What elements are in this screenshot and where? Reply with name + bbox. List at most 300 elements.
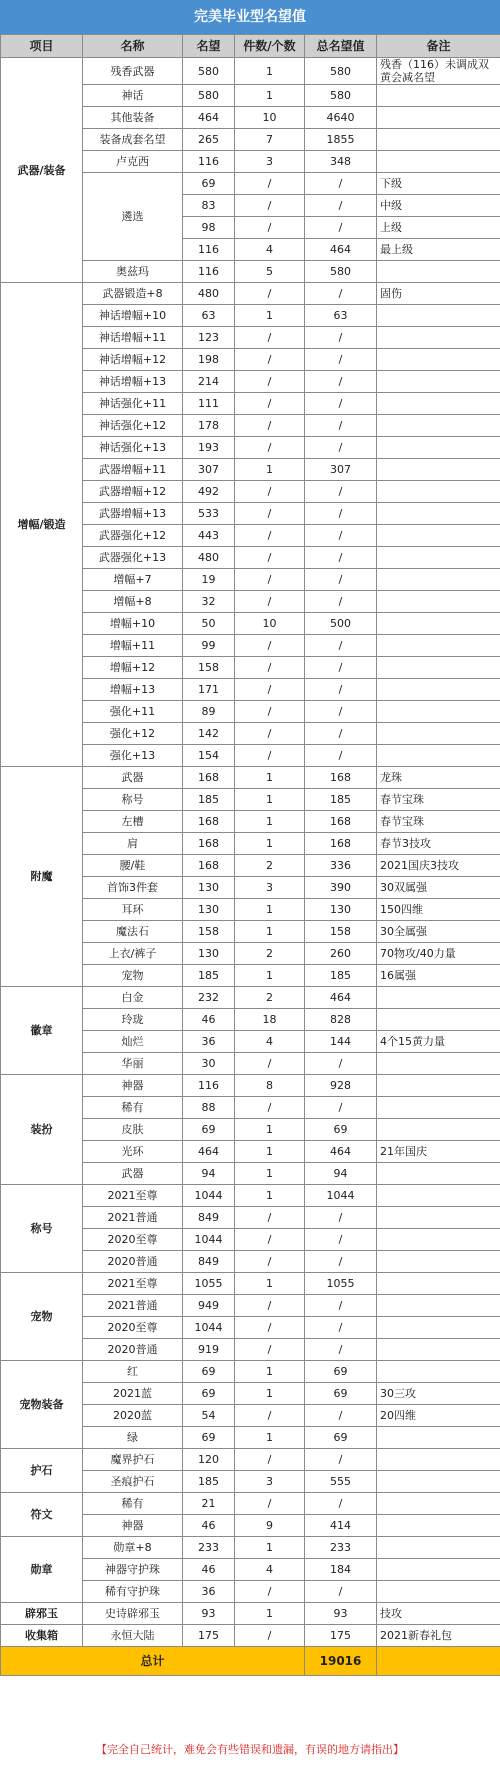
note-cell (377, 129, 500, 151)
total-cell: 184 (305, 1559, 377, 1581)
reputation-cell: 88 (183, 1097, 235, 1119)
note-cell: 最上级 (377, 239, 500, 261)
count-cell: / (235, 1053, 305, 1075)
total-cell: 69 (305, 1383, 377, 1405)
item-name-cell: 称号 (83, 789, 183, 811)
total-cell: / (305, 1493, 377, 1515)
note-cell (377, 327, 500, 349)
note-cell (377, 1537, 500, 1559)
reputation-cell: 198 (183, 349, 235, 371)
item-name-cell: 红 (83, 1361, 183, 1383)
total-cell: / (305, 701, 377, 723)
table-row (1, 1185, 500, 1207)
count-cell: 1 (235, 1163, 305, 1185)
total-cell: / (305, 1229, 377, 1251)
note-cell: 2021新春礼包 (377, 1625, 500, 1647)
reputation-cell: 168 (183, 767, 235, 789)
total-cell: 4640 (305, 107, 377, 129)
item-name-cell: 2020普通 (83, 1339, 183, 1361)
item-name-cell: 武器 (83, 1163, 183, 1185)
count-cell: 1 (235, 1537, 305, 1559)
count-cell: / (235, 635, 305, 657)
table-row (1, 767, 500, 789)
count-cell: 1 (235, 85, 305, 107)
note-cell (377, 591, 500, 613)
item-name-cell: 稀有守护珠 (83, 1581, 183, 1603)
reputation-cell: 130 (183, 943, 235, 965)
category-cell: 宠物装备 (1, 1361, 83, 1449)
count-cell: 9 (235, 1515, 305, 1537)
count-cell: / (235, 525, 305, 547)
total-cell: / (305, 1251, 377, 1273)
note-cell (377, 151, 500, 173)
count-cell: 3 (235, 1471, 305, 1493)
item-name-cell: 稀有 (83, 1097, 183, 1119)
total-cell: / (305, 437, 377, 459)
reputation-cell: 120 (183, 1449, 235, 1471)
table-row (1, 1273, 500, 1295)
note-cell (377, 1361, 500, 1383)
reputation-cell: 130 (183, 877, 235, 899)
count-cell: 10 (235, 613, 305, 635)
item-name-cell: 神器守护珠 (83, 1559, 183, 1581)
note-cell (377, 1119, 500, 1141)
reputation-cell: 849 (183, 1207, 235, 1229)
reputation-cell: 36 (183, 1581, 235, 1603)
reputation-cell: 949 (183, 1295, 235, 1317)
total-cell: / (305, 591, 377, 613)
total-cell: 464 (305, 987, 377, 1009)
reputation-cell: 69 (183, 1383, 235, 1405)
count-cell: 1 (235, 1361, 305, 1383)
item-name-cell: 残香武器 (83, 58, 183, 85)
note-cell (377, 371, 500, 393)
count-cell: 1 (235, 767, 305, 789)
note-cell: 21年国庆 (377, 1141, 500, 1163)
note-cell (377, 547, 500, 569)
item-name-cell: 左槽 (83, 811, 183, 833)
item-name-cell: 2020至尊 (83, 1229, 183, 1251)
note-cell: 中级 (377, 195, 500, 217)
note-cell: 下级 (377, 173, 500, 195)
total-cell: / (305, 217, 377, 239)
total-cell: 185 (305, 965, 377, 987)
total-cell: 464 (305, 239, 377, 261)
note-cell: 春节宝珠 (377, 811, 500, 833)
item-name-cell: 神话强化+12 (83, 415, 183, 437)
total-cell: 307 (305, 459, 377, 481)
total-cell: 414 (305, 1515, 377, 1537)
note-cell (377, 613, 500, 635)
note-cell (377, 1273, 500, 1295)
total-label: 总计 (1, 1647, 305, 1676)
reputation-cell: 54 (183, 1405, 235, 1427)
item-name-cell: 武器 (83, 767, 183, 789)
reputation-cell: 533 (183, 503, 235, 525)
note-cell (377, 1185, 500, 1207)
note-cell: 20四维 (377, 1405, 500, 1427)
note-cell (377, 1229, 500, 1251)
total-cell: / (305, 1207, 377, 1229)
count-cell: / (235, 745, 305, 767)
count-cell: / (235, 1581, 305, 1603)
reputation-cell: 919 (183, 1339, 235, 1361)
note-cell (377, 1449, 500, 1471)
header-name: 名称 (83, 35, 183, 58)
item-name-cell: 武器强化+12 (83, 525, 183, 547)
table-body (1, 58, 500, 1647)
total-cell: / (305, 481, 377, 503)
category-cell: 护石 (1, 1449, 83, 1493)
note-cell (377, 635, 500, 657)
item-name-cell: 华丽 (83, 1053, 183, 1075)
note-cell (377, 1493, 500, 1515)
total-cell: / (305, 195, 377, 217)
reputation-cell: 83 (183, 195, 235, 217)
item-name-cell: 遴选 (83, 173, 183, 261)
count-cell: / (235, 657, 305, 679)
note-cell (377, 349, 500, 371)
reputation-cell: 185 (183, 965, 235, 987)
note-cell (377, 261, 500, 283)
category-cell: 附魔 (1, 767, 83, 987)
item-name-cell: 神器 (83, 1515, 183, 1537)
item-name-cell: 强化+11 (83, 701, 183, 723)
count-cell: 2 (235, 943, 305, 965)
total-cell: 1055 (305, 1273, 377, 1295)
total-cell: 464 (305, 1141, 377, 1163)
table-row (1, 1361, 500, 1383)
count-cell: / (235, 1251, 305, 1273)
count-cell: 1 (235, 305, 305, 327)
category-cell: 宠物 (1, 1273, 83, 1361)
total-cell: / (305, 415, 377, 437)
note-cell (377, 525, 500, 547)
reputation-cell: 30 (183, 1053, 235, 1075)
total-cell: / (305, 1097, 377, 1119)
reputation-cell: 158 (183, 657, 235, 679)
total-cell: 1044 (305, 1185, 377, 1207)
note-cell (377, 745, 500, 767)
total-cell: 144 (305, 1031, 377, 1053)
note-cell (377, 1427, 500, 1449)
total-cell: / (305, 547, 377, 569)
item-name-cell: 2020普通 (83, 1251, 183, 1273)
note-cell (377, 503, 500, 525)
note-cell (377, 1207, 500, 1229)
reputation-cell: 265 (183, 129, 235, 151)
category-cell: 装扮 (1, 1075, 83, 1185)
reputation-cell: 492 (183, 481, 235, 503)
reputation-cell: 142 (183, 723, 235, 745)
count-cell: / (235, 1405, 305, 1427)
reputation-cell: 116 (183, 261, 235, 283)
reputation-cell: 32 (183, 591, 235, 613)
count-cell: 4 (235, 239, 305, 261)
count-cell: / (235, 569, 305, 591)
reputation-cell: 46 (183, 1009, 235, 1031)
item-name-cell: 肩 (83, 833, 183, 855)
reputation-cell: 154 (183, 745, 235, 767)
note-cell (377, 1163, 500, 1185)
note-cell (377, 393, 500, 415)
note-cell: 固伤 (377, 283, 500, 305)
reputation-cell: 1044 (183, 1185, 235, 1207)
total-cell: 63 (305, 305, 377, 327)
note-cell (377, 679, 500, 701)
header-category: 项目 (1, 35, 83, 58)
count-cell: 2 (235, 987, 305, 1009)
total-cell: / (305, 283, 377, 305)
item-name-cell: 增幅+11 (83, 635, 183, 657)
reputation-cell: 307 (183, 459, 235, 481)
count-cell: / (235, 503, 305, 525)
reputation-cell: 480 (183, 547, 235, 569)
item-name-cell: 圣痕护石 (83, 1471, 183, 1493)
total-cell: / (305, 569, 377, 591)
note-cell: 龙珠 (377, 767, 500, 789)
count-cell: / (235, 371, 305, 393)
item-name-cell: 2020蓝 (83, 1405, 183, 1427)
reputation-cell: 111 (183, 393, 235, 415)
item-name-cell: 玲珑 (83, 1009, 183, 1031)
note-cell: 70物攻/40力量 (377, 943, 500, 965)
item-name-cell: 武器增幅+12 (83, 481, 183, 503)
count-cell: 1 (235, 965, 305, 987)
total-cell: 580 (305, 261, 377, 283)
item-name-cell: 白金 (83, 987, 183, 1009)
count-cell: 1 (235, 1141, 305, 1163)
total-cell: 580 (305, 85, 377, 107)
total-cell: / (305, 349, 377, 371)
item-name-cell: 2021普通 (83, 1295, 183, 1317)
count-cell: / (235, 1339, 305, 1361)
total-cell: / (305, 1295, 377, 1317)
item-name-cell: 神话增幅+10 (83, 305, 183, 327)
table-row (1, 987, 500, 1009)
total-cell: 93 (305, 1603, 377, 1625)
note-cell: 春节宝珠 (377, 789, 500, 811)
reputation-cell: 69 (183, 1427, 235, 1449)
item-name-cell: 增幅+13 (83, 679, 183, 701)
note-cell (377, 1339, 500, 1361)
item-name-cell: 永恒大陆 (83, 1625, 183, 1647)
item-name-cell: 魔界护石 (83, 1449, 183, 1471)
reputation-cell: 1044 (183, 1317, 235, 1339)
count-cell: / (235, 327, 305, 349)
total-cell: 390 (305, 877, 377, 899)
item-name-cell: 皮肤 (83, 1119, 183, 1141)
table-row (1, 1075, 500, 1097)
total-cell: 928 (305, 1075, 377, 1097)
note-cell (377, 701, 500, 723)
count-cell: 8 (235, 1075, 305, 1097)
note-cell (377, 569, 500, 591)
total-cell: 69 (305, 1361, 377, 1383)
note-cell (377, 415, 500, 437)
note-cell (377, 1251, 500, 1273)
note-cell (377, 459, 500, 481)
item-name-cell: 耳环 (83, 899, 183, 921)
note-cell: 上级 (377, 217, 500, 239)
reputation-cell: 580 (183, 58, 235, 85)
item-name-cell: 2021至尊 (83, 1185, 183, 1207)
count-cell: 1 (235, 789, 305, 811)
total-cell: 94 (305, 1163, 377, 1185)
note-cell (377, 1097, 500, 1119)
count-cell: / (235, 723, 305, 745)
count-cell: 1 (235, 899, 305, 921)
note-cell (377, 1317, 500, 1339)
count-cell: 1 (235, 1185, 305, 1207)
reputation-cell: 1044 (183, 1229, 235, 1251)
item-name-cell: 神话强化+11 (83, 393, 183, 415)
reputation-cell: 175 (183, 1625, 235, 1647)
note-cell: 2021国庆3技攻 (377, 855, 500, 877)
note-cell: 16属强 (377, 965, 500, 987)
reputation-cell: 63 (183, 305, 235, 327)
total-cell: 168 (305, 833, 377, 855)
item-name-cell: 稀有 (83, 1493, 183, 1515)
count-cell: / (235, 217, 305, 239)
header-row (1, 35, 500, 58)
table-row (1, 1603, 500, 1625)
total-cell: / (305, 1317, 377, 1339)
reputation-cell: 123 (183, 327, 235, 349)
total-cell: 168 (305, 767, 377, 789)
total-cell: 158 (305, 921, 377, 943)
reputation-cell: 1055 (183, 1273, 235, 1295)
item-name-cell: 史诗辟邪玉 (83, 1603, 183, 1625)
reputation-cell: 69 (183, 1119, 235, 1141)
reputation-cell: 443 (183, 525, 235, 547)
total-cell: / (305, 503, 377, 525)
item-name-cell: 灿烂 (83, 1031, 183, 1053)
count-cell: 1 (235, 921, 305, 943)
count-cell: / (235, 173, 305, 195)
item-name-cell: 增幅+10 (83, 613, 183, 635)
total-cell: 69 (305, 1427, 377, 1449)
note-cell: 30全属强 (377, 921, 500, 943)
count-cell: / (235, 679, 305, 701)
count-cell: / (235, 1625, 305, 1647)
count-cell: / (235, 1317, 305, 1339)
reputation-cell: 116 (183, 239, 235, 261)
count-cell: / (235, 701, 305, 723)
total-row (1, 1647, 500, 1676)
total-cell: 1855 (305, 129, 377, 151)
reputation-cell: 69 (183, 173, 235, 195)
total-cell: / (305, 745, 377, 767)
total-cell: / (305, 1449, 377, 1471)
reputation-cell: 233 (183, 1537, 235, 1559)
count-cell: 7 (235, 129, 305, 151)
reputation-cell: 36 (183, 1031, 235, 1053)
reputation-cell: 21 (183, 1493, 235, 1515)
table-row (1, 58, 500, 85)
total-cell: 233 (305, 1537, 377, 1559)
item-name-cell: 绿 (83, 1427, 183, 1449)
header-note: 备注 (377, 35, 500, 58)
reputation-cell: 580 (183, 85, 235, 107)
total-cell: 500 (305, 613, 377, 635)
table-row (1, 1625, 500, 1647)
total-cell: / (305, 723, 377, 745)
note-cell: 150四维 (377, 899, 500, 921)
note-cell: 残香（116）未调成双黄会减名望 (377, 58, 500, 85)
total-note-cell (377, 1647, 500, 1676)
item-name-cell: 首饰3件套 (83, 877, 183, 899)
note-cell (377, 1075, 500, 1097)
count-cell: 10 (235, 107, 305, 129)
note-cell (377, 107, 500, 129)
count-cell: / (235, 437, 305, 459)
note-cell: 30三攻 (377, 1383, 500, 1405)
item-name-cell: 武器强化+13 (83, 547, 183, 569)
category-cell: 辟邪玉 (1, 1603, 83, 1625)
item-name-cell: 武器增幅+11 (83, 459, 183, 481)
total-value: 19016 (305, 1647, 377, 1676)
reputation-cell: 171 (183, 679, 235, 701)
count-cell: 1 (235, 1427, 305, 1449)
reputation-cell: 130 (183, 899, 235, 921)
count-cell: / (235, 283, 305, 305)
total-cell: / (305, 525, 377, 547)
total-cell: 580 (305, 58, 377, 85)
count-cell: / (235, 1449, 305, 1471)
reputation-cell: 178 (183, 415, 235, 437)
note-cell (377, 85, 500, 107)
count-cell: 18 (235, 1009, 305, 1031)
note-cell: 30双属强 (377, 877, 500, 899)
item-name-cell: 增幅+12 (83, 657, 183, 679)
note-cell: 4个15黄力量 (377, 1031, 500, 1053)
total-cell: 336 (305, 855, 377, 877)
item-name-cell: 装备成套名望 (83, 129, 183, 151)
item-name-cell: 2020至尊 (83, 1317, 183, 1339)
reputation-cell: 185 (183, 1471, 235, 1493)
count-cell: / (235, 415, 305, 437)
reputation-cell: 158 (183, 921, 235, 943)
item-name-cell: 腰/鞋 (83, 855, 183, 877)
total-cell: / (305, 371, 377, 393)
total-cell: 168 (305, 811, 377, 833)
count-cell: 1 (235, 1273, 305, 1295)
reputation-cell: 464 (183, 1141, 235, 1163)
total-cell: / (305, 657, 377, 679)
category-cell: 称号 (1, 1185, 83, 1273)
item-name-cell: 魔法石 (83, 921, 183, 943)
count-cell: / (235, 349, 305, 371)
table-row (1, 1449, 500, 1471)
item-name-cell: 武器增幅+13 (83, 503, 183, 525)
category-cell: 武器/装备 (1, 58, 83, 283)
note-cell (377, 1581, 500, 1603)
table-row (1, 283, 500, 305)
item-name-cell: 神器 (83, 1075, 183, 1097)
category-cell: 增幅/锻造 (1, 283, 83, 767)
header-reputation: 名望 (183, 35, 235, 58)
reputation-cell: 69 (183, 1361, 235, 1383)
reputation-cell: 185 (183, 789, 235, 811)
count-cell: 4 (235, 1559, 305, 1581)
reputation-table (0, 34, 500, 1676)
table-row (1, 1493, 500, 1515)
total-cell: 185 (305, 789, 377, 811)
item-name-cell: 其他装备 (83, 107, 183, 129)
note-cell (377, 1559, 500, 1581)
item-name-cell: 神话增幅+13 (83, 371, 183, 393)
